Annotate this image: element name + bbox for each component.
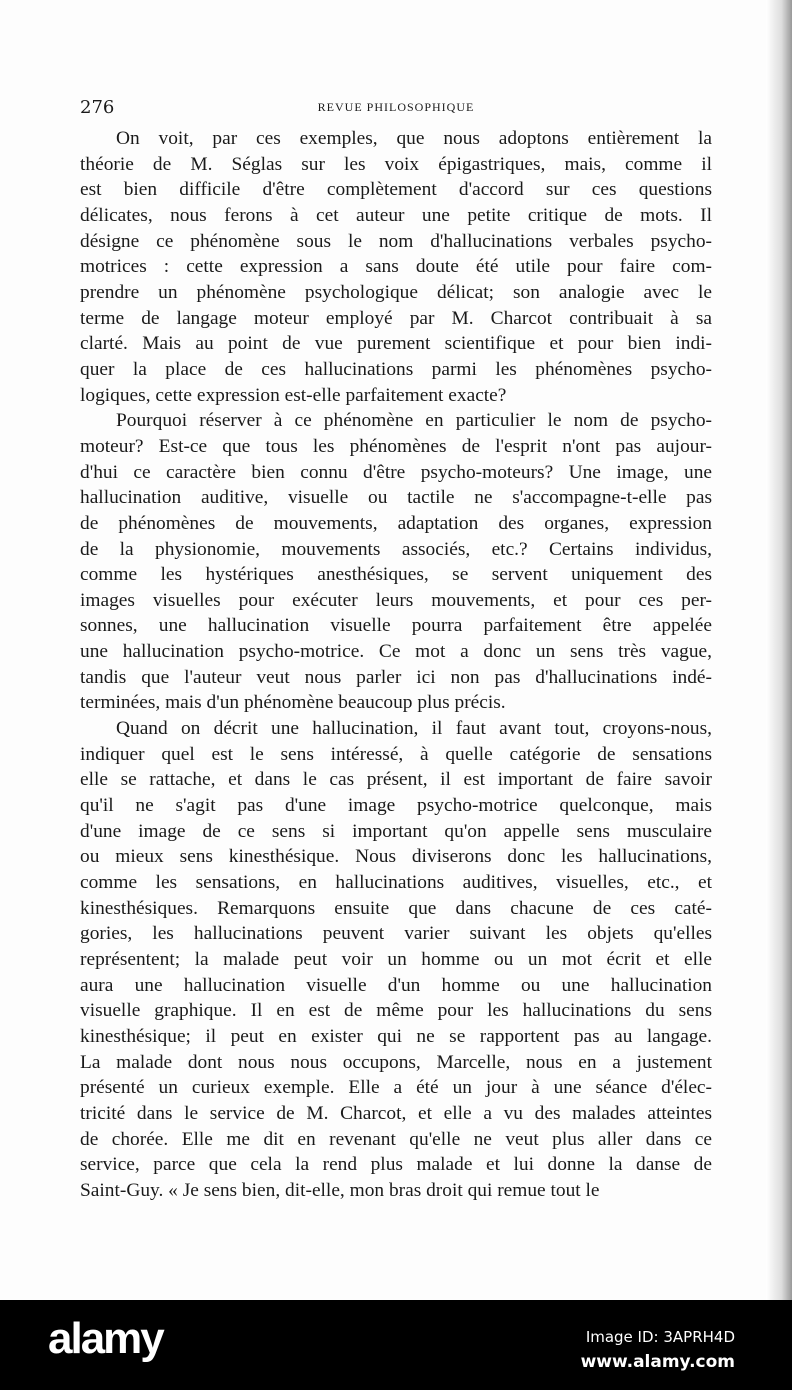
text-line: hallucination auditive, visuelle ou tactile ne s'accompagne-t-elle pas <box>80 487 712 509</box>
text-line: ou mieux sens kinesthésique. Nous diviserons donc les hallucinations, <box>80 846 712 868</box>
text-line: images visuelles pour exécuter leurs mouvements, et pour ces per- <box>80 589 712 611</box>
text-line: indiquer quel est le sens intéressé, à quelle catégorie de sensations <box>80 743 712 765</box>
text-line: clarté. Mais au point de vue purement scientifique et pour bien indi- <box>80 333 712 355</box>
text-line: moteur? Est-ce que tous les phénomènes de l'esprit n'ont pas aujour- <box>80 435 712 457</box>
text-line: représentent; la malade peut voir un homme ou un mot écrit et elle <box>80 949 712 970</box>
text-line: logiques, cette expression est-elle parfaitement exacte? <box>80 384 507 406</box>
text-line: comme les sensations, en hallucinations auditives, visuelles, etc., et <box>80 872 712 894</box>
text-line: kinesthésiques. Remarquons ensuite que dans chacune de ces caté- <box>80 897 712 919</box>
body-text <box>80 126 712 1204</box>
text-line: délicates, nous ferons à cet auteur une petite critique de mots. Il <box>80 204 712 226</box>
text-line: On voit, par ces exemples, que nous adoptons entièrement la <box>116 128 712 149</box>
text-line: théorie de M. Séglas sur les voix épigastriques, mais, comme il <box>80 153 712 175</box>
running-title: REVUE PHILOSOPHIQUE <box>317 100 475 114</box>
text-line: présenté un curieux exemple. Elle a été un jour à une séance d'élec- <box>80 1077 712 1099</box>
text-line: de phénomènes de mouvements, adaptation des organes, expression <box>80 512 712 534</box>
text-line: comme les hystériques anesthésiques, se servent uniquement des <box>80 564 712 586</box>
image-id: Image ID: 3APRH4D <box>585 1328 735 1346</box>
text-line: motrices : cette expression a sans doute été utile pour faire com- <box>80 256 712 278</box>
text-line: elle se rattache, et dans le cas présent, il est important de faire savoir <box>80 769 712 791</box>
text-line: de chorée. Elle me dit en revenant qu'elle ne veut plus aller dans ce <box>80 1128 712 1150</box>
text-line: Quand on décrit une hallucination, il faut avant tout, croyons-nous, <box>116 718 712 740</box>
text-line: Pourquoi réserver à ce phénomène en particulier le nom de psycho- <box>116 410 712 432</box>
text-line: désigne ce phénomène sous le nom d'hallucinations verbales psycho- <box>80 230 712 252</box>
text-line: une hallucination psycho-motrice. Ce mot a donc un sens très vague, <box>80 641 712 663</box>
page-header <box>80 97 712 121</box>
site-url: www.alamy.com <box>580 1352 735 1372</box>
text-line: visuelle graphique. Il en est de même pour les hallucinations du sens <box>80 1000 712 1022</box>
text-line: aura une hallucination visuelle d'un homme ou une hallucination <box>80 974 712 996</box>
text-line: terminées, mais d'un phénomène beaucoup plus précis. <box>80 692 506 714</box>
text-line: Saint-Guy. « Je sens bien, dit-elle, mon bras droit qui remue tout le <box>80 1179 600 1201</box>
text-line: kinesthésique; il peut en exister qui ne se rapportent pas au langage. <box>80 1025 712 1047</box>
text-line: sonnes, une hallucination visuelle pourra parfaitement être appelée <box>80 615 712 637</box>
text-line: est bien difficile d'être complètement d'accord sur ces questions <box>80 179 712 201</box>
text-line: gories, les hallucinations peuvent varier suivant les objets qu'elles <box>80 923 712 945</box>
text-line: prendre un phénomène psychologique délicat; son analogie avec le <box>80 281 712 303</box>
text-line: service, parce que cela la rend plus malade et lui donne la danse de <box>80 1154 712 1176</box>
alamy-logo: alamy <box>48 1314 163 1363</box>
text-line: quer la place de ces hallucinations parmi les phénomènes psycho- <box>80 358 712 380</box>
text-line: d'hui ce caractère bien connu d'être psycho-moteurs? Une image, une <box>80 461 712 483</box>
text-line: tricité dans le service de M. Charcot, et elle a vu des malades atteintes <box>80 1102 712 1124</box>
watermark-banner <box>0 1300 792 1390</box>
text-line: de la physionomie, mouvements associés, etc.? Certains individus, <box>80 538 712 560</box>
text-line: terme de langage moteur employé par M. Charcot contribuait à sa <box>80 307 712 329</box>
page-number: 276 <box>80 97 115 118</box>
page-edge-shadow <box>766 0 792 1300</box>
text-line: d'une image de ce sens si important qu'on appelle sens musculaire <box>80 820 712 842</box>
text-line: La malade dont nous nous occupons, Marcelle, nous en a justement <box>80 1051 712 1073</box>
text-line: tandis que l'auteur veut nous parler ici non pas d'hallucinations indé- <box>80 666 712 688</box>
text-line: qu'il ne s'agit pas d'une image psycho-motrice quelconque, mais <box>80 795 712 817</box>
